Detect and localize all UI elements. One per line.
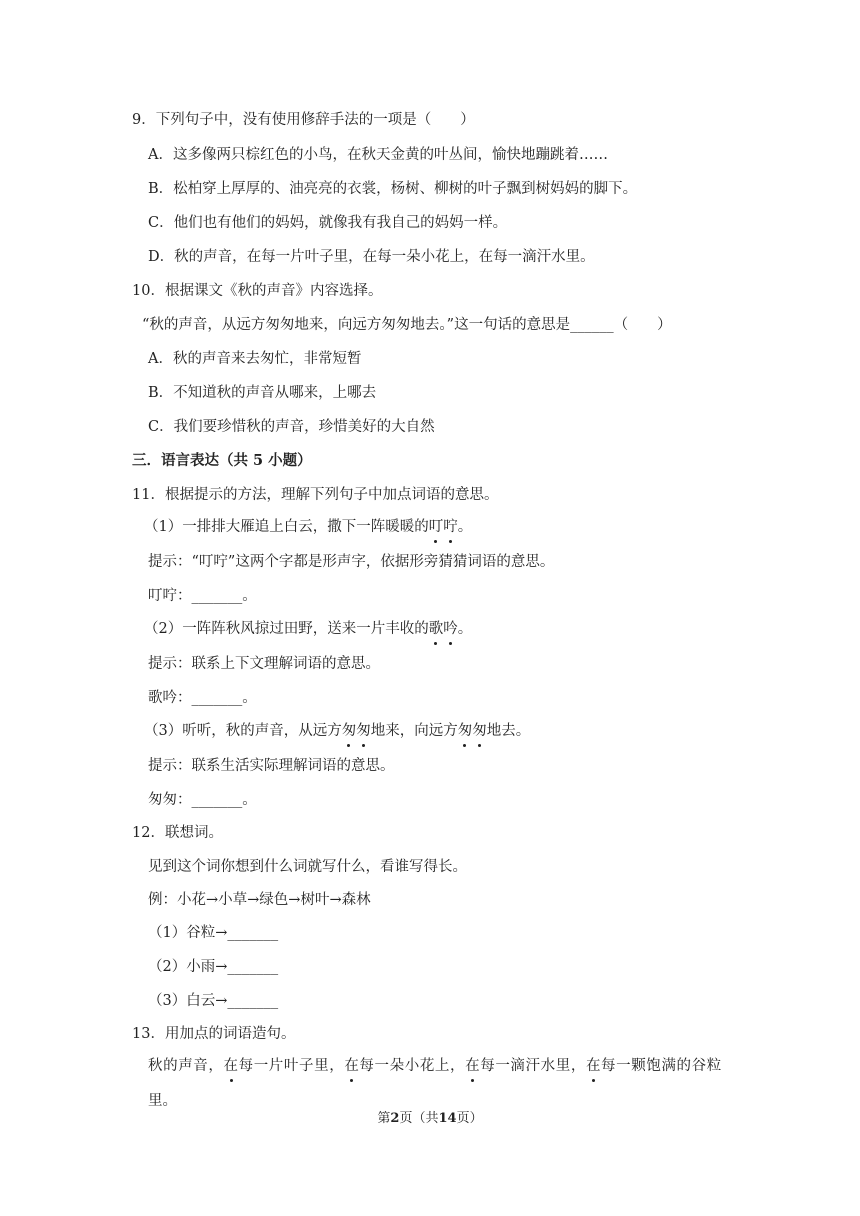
dotted-char: 在 [344, 1058, 360, 1074]
q13-stem: 13．用加点的词语造句。 [132, 1026, 296, 1042]
dotted-char: 在 [465, 1058, 481, 1074]
q13-sentence: 秋的声音，在每一片叶子里，在每一朵小花上，在每一滴汗水里，在每一颗饱满的谷粒 [148, 1058, 722, 1074]
q12-item-2: （2）小雨→_______ [148, 959, 279, 975]
q9-option-c: C．他们也有他们的妈妈，就像我有我自己的妈妈一样。 [148, 215, 508, 231]
q13-sentence-cont: 里。 [148, 1093, 177, 1109]
q9-option-d: D．秋的声音，在每一片叶子里，在每一朵小花上，在每一滴汗水里。 [148, 249, 595, 265]
q12-stem: 12．联想词。 [132, 825, 223, 841]
q12-item-3: （3）白云→_______ [148, 993, 279, 1009]
dotted-char: 叮 [428, 519, 444, 535]
q11-sentence-1: （1）一排排大雁追上白云，撒下一阵暖暖的叮咛。 [144, 519, 473, 535]
dotted-char: 咛 [443, 519, 458, 535]
dotted-char: 匆 [472, 723, 487, 739]
dotted-char: 在 [585, 1058, 602, 1074]
q11-stem: 11．根据提示的方法，理解下列句子中加点词语的意思。 [132, 487, 499, 503]
q10-option-c: C．我们要珍惜秋的声音，珍惜美好的大自然 [148, 419, 435, 435]
q10-option-b: B．不知道秋的声音从哪来，上哪去 [148, 385, 377, 401]
q11-sentence-2: （2）一阵阵秋风掠过田野，送来一片丰收的歌吟。 [144, 621, 473, 637]
dotted-char: 歌 [428, 621, 444, 637]
section-heading: 三．语言表达（共 5 小题） [132, 452, 312, 469]
dotted-char: 匆 [457, 723, 473, 739]
q12-intro: 见到这个词你想到什么词就写什么，看谁写得长。 [148, 859, 467, 875]
q10-option-a: A．秋的声音来去匆忙，非常短暂 [148, 351, 362, 367]
q9-option-a: A．这多像两只棕红色的小鸟，在秋天金黄的叶丛间，愉快地蹦跳着…… [148, 147, 608, 163]
q11-answer-3: 匆匆：_______。 [148, 792, 257, 808]
q9-stem: 9．下列句子中，没有使用修辞手法的一项是（ ） [132, 112, 475, 128]
q11-hint-2: 提示：联系上下文理解词语的意思。 [148, 656, 380, 672]
dotted-char: 匆 [341, 723, 357, 739]
dotted-char: 匆 [356, 723, 371, 739]
q12-item-1: （1）谷粒→_______ [148, 925, 279, 941]
q11-sentence-3: （3）听听，秋的声音，从远方匆匆地来，向远方匆匆地去。 [144, 723, 531, 739]
q11-hint-1: 提示：“叮咛”这两个字都是形声字，依据形旁猜猜词语的意思。 [148, 554, 555, 570]
dotted-char: 吟 [443, 621, 458, 637]
page-number: 2 [390, 1111, 400, 1126]
q9-option-b: B．松柏穿上厚厚的、油亮亮的衣裳，杨树、柳树的叶子飘到树妈妈的脚下。 [148, 181, 638, 197]
q12-example: 例：小花→小草→绿色→树叶→森林 [148, 892, 371, 908]
q11-hint-3: 提示：联系生活实际理解词语的意思。 [148, 758, 395, 774]
page-footer: 第2页（共14页） [377, 1111, 483, 1126]
q11-answer-2: 歌吟：_______。 [148, 690, 257, 706]
q10-quote: “秋的声音，从远方匆匆地来，向远方匆匆地去。”这一句话的意思是______（ ） [142, 317, 672, 333]
page-total: 14 [438, 1111, 457, 1126]
q11-answer-1: 叮咛：_______。 [148, 588, 257, 604]
dotted-char: 在 [223, 1058, 239, 1074]
q10-stem: 10．根据课文《秋的声音》内容选择。 [132, 283, 383, 299]
